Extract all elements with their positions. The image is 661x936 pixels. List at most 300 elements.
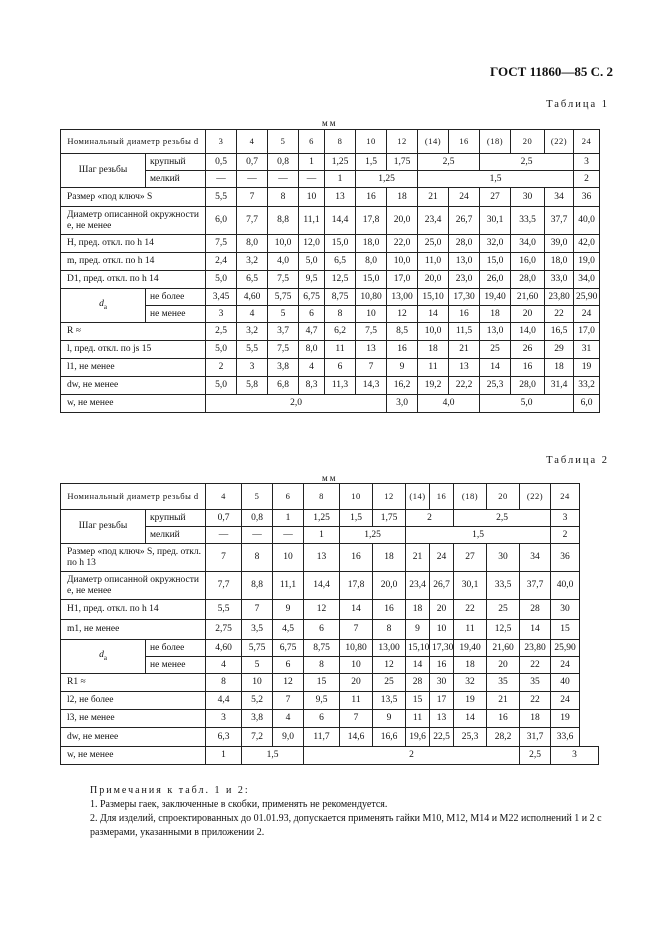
size-cell: 4 xyxy=(206,484,242,510)
w-label: w, не менее xyxy=(61,395,206,413)
value-cell: 13 xyxy=(356,341,387,359)
value-cell: 8 xyxy=(206,674,242,692)
value-cell: 8 xyxy=(268,188,299,207)
value-cell: 24 xyxy=(449,188,480,207)
value-cell: 40,0 xyxy=(551,572,580,600)
value-cell: 7,5 xyxy=(268,341,299,359)
value-cell: 25,0 xyxy=(418,235,449,253)
value-cell: 16 xyxy=(356,188,387,207)
value-cell: 20,0 xyxy=(387,207,418,235)
notes-title: Примечания к табл. 1 и 2: xyxy=(90,785,250,796)
value-cell: 15,10 xyxy=(406,640,430,657)
row-label: l3, не менее xyxy=(61,710,206,728)
value-cell: 21 xyxy=(487,692,520,710)
value-cell: 17,8 xyxy=(356,207,387,235)
value-cell: — xyxy=(242,527,273,544)
value-cell: 22 xyxy=(545,306,574,323)
value-cell: 22,5 xyxy=(430,728,454,747)
da-label: $d_a$ xyxy=(61,289,146,323)
value-cell: 2,5 xyxy=(520,747,551,765)
row-label: m, пред. откл. по h 14 xyxy=(61,253,206,271)
row-label: Размер «под ключ» S, пред. откл. по h 13 xyxy=(61,544,206,572)
value-cell: 10,0 xyxy=(418,323,449,341)
value-cell: 22 xyxy=(520,657,551,674)
table2-pitch-coarse-row xyxy=(61,510,599,527)
value-cell: 0,8 xyxy=(268,154,299,171)
value-cell: 12 xyxy=(304,600,340,620)
value-cell: 10 xyxy=(242,674,273,692)
table-row xyxy=(61,377,600,395)
value-cell: 1,25 xyxy=(356,171,418,188)
value-cell: 16 xyxy=(373,600,406,620)
size-cell: 10 xyxy=(356,130,387,154)
value-cell: 31,4 xyxy=(545,377,574,395)
value-cell: 13 xyxy=(304,544,340,572)
value-cell: 3,0 xyxy=(387,395,418,413)
value-cell: 20 xyxy=(511,306,545,323)
row-label: H1, пред. откл. по h 14 xyxy=(61,600,206,620)
value-cell: 17,0 xyxy=(387,271,418,289)
value-cell: 1,25 xyxy=(304,510,340,527)
value-cell: 16 xyxy=(430,657,454,674)
value-cell: 11,1 xyxy=(299,207,325,235)
table1-head-label: Номинальный диаметр резьбы d xyxy=(61,130,206,154)
value-cell: 22,2 xyxy=(449,377,480,395)
value-cell: 1,5 xyxy=(418,171,574,188)
value-cell: 24 xyxy=(574,306,600,323)
value-cell: 28 xyxy=(520,600,551,620)
value-cell: 5 xyxy=(268,306,299,323)
value-cell: 18 xyxy=(373,544,406,572)
value-cell: 10,80 xyxy=(340,640,373,657)
value-cell: 19,40 xyxy=(480,289,511,306)
value-cell: 13,0 xyxy=(480,323,511,341)
value-cell: 8,75 xyxy=(304,640,340,657)
table-row xyxy=(61,620,599,640)
value-cell: 27 xyxy=(480,188,511,207)
value-cell: 15,10 xyxy=(418,289,449,306)
value-cell: 13,5 xyxy=(373,692,406,710)
value-cell: 15,0 xyxy=(325,235,356,253)
da-max-label: не более xyxy=(146,640,206,657)
value-cell: 1,5 xyxy=(356,154,387,171)
value-cell: 4 xyxy=(206,657,242,674)
value-cell: 30 xyxy=(511,188,545,207)
value-cell: 36 xyxy=(574,188,600,207)
value-cell: 20 xyxy=(430,600,454,620)
value-cell: 5,5 xyxy=(206,188,237,207)
value-cell: 17,30 xyxy=(449,289,480,306)
value-cell: 3,45 xyxy=(206,289,237,306)
value-cell: 9,5 xyxy=(299,271,325,289)
value-cell: 24 xyxy=(551,657,580,674)
value-cell: 7,5 xyxy=(206,235,237,253)
value-cell: 19,6 xyxy=(406,728,430,747)
table1-caption: Таблица 1 xyxy=(546,99,609,110)
value-cell: 6 xyxy=(304,710,340,728)
size-cell: 10 xyxy=(340,484,373,510)
value-cell: 32,0 xyxy=(480,235,511,253)
size-cell: 20 xyxy=(487,484,520,510)
value-cell: 36 xyxy=(551,544,580,572)
value-cell: 19 xyxy=(574,359,600,377)
size-cell: 24 xyxy=(574,130,600,154)
value-cell: 40 xyxy=(551,674,580,692)
value-cell: 14 xyxy=(520,620,551,640)
value-cell: 5,0 xyxy=(206,271,237,289)
value-cell: 9 xyxy=(373,710,406,728)
value-cell: 13,00 xyxy=(387,289,418,306)
table-row xyxy=(61,674,599,692)
value-cell: 7 xyxy=(340,620,373,640)
value-cell: 37,7 xyxy=(520,572,551,600)
value-cell: 3 xyxy=(237,359,268,377)
value-cell: 14 xyxy=(454,710,487,728)
value-cell: 7,7 xyxy=(206,572,242,600)
value-cell: 23,0 xyxy=(449,271,480,289)
value-cell: 19,2 xyxy=(418,377,449,395)
value-cell: 7 xyxy=(273,692,304,710)
value-cell: 2,5 xyxy=(454,510,551,527)
table2-w-row xyxy=(61,747,599,765)
row-label: R1 ≈ xyxy=(61,674,206,692)
value-cell: 6,75 xyxy=(273,640,304,657)
value-cell: 33,6 xyxy=(551,728,580,747)
value-cell: 6,5 xyxy=(325,253,356,271)
value-cell: 9 xyxy=(273,600,304,620)
row-label: Размер «под ключ» S xyxy=(61,188,206,207)
value-cell: 19,40 xyxy=(454,640,487,657)
value-cell: 7,5 xyxy=(356,323,387,341)
value-cell: 5,0 xyxy=(206,341,237,359)
value-cell: 7,7 xyxy=(237,207,268,235)
value-cell: 3 xyxy=(551,510,580,527)
size-cell: 3 xyxy=(206,130,237,154)
value-cell: 2 xyxy=(304,747,520,765)
value-cell: 14,6 xyxy=(340,728,373,747)
value-cell: 35 xyxy=(487,674,520,692)
value-cell: 8 xyxy=(304,657,340,674)
value-cell: 26,7 xyxy=(449,207,480,235)
value-cell: 42,0 xyxy=(574,235,600,253)
value-cell: 5,0 xyxy=(480,395,574,413)
value-cell: 18 xyxy=(387,188,418,207)
size-cell: 6 xyxy=(299,130,325,154)
coarse-label: крупный xyxy=(146,154,206,171)
table2-caption: Таблица 2 xyxy=(546,455,609,466)
table1-header-row xyxy=(61,130,600,154)
value-cell: 8,0 xyxy=(237,235,268,253)
value-cell: 8,0 xyxy=(356,253,387,271)
size-cell: 12 xyxy=(387,130,418,154)
value-cell: 0,8 xyxy=(242,510,273,527)
value-cell: 4,60 xyxy=(237,289,268,306)
table-row xyxy=(61,710,599,728)
value-cell: 31,7 xyxy=(520,728,551,747)
value-cell: 17,30 xyxy=(430,640,454,657)
value-cell: 3,2 xyxy=(237,323,268,341)
value-cell: 20,0 xyxy=(373,572,406,600)
table-row xyxy=(61,600,599,620)
value-cell: 35 xyxy=(520,674,551,692)
value-cell: 3 xyxy=(206,306,237,323)
row-label: dw, не менее xyxy=(61,728,206,747)
value-cell: 33,0 xyxy=(545,271,574,289)
value-cell: 3,7 xyxy=(268,323,299,341)
coarse-label: крупный xyxy=(146,510,206,527)
value-cell: 21,60 xyxy=(511,289,545,306)
table2-header-row xyxy=(61,484,599,510)
table1-unit: мм xyxy=(322,118,338,128)
size-cell: 8 xyxy=(304,484,340,510)
value-cell: 28,0 xyxy=(449,235,480,253)
value-cell: 21,60 xyxy=(487,640,520,657)
value-cell: 30 xyxy=(551,600,580,620)
value-cell: 16 xyxy=(340,544,373,572)
value-cell: 17 xyxy=(430,692,454,710)
table-row xyxy=(61,235,600,253)
value-cell: 18 xyxy=(454,657,487,674)
value-cell: 8,8 xyxy=(242,572,273,600)
value-cell: 4,7 xyxy=(299,323,325,341)
table-row xyxy=(61,271,600,289)
value-cell: 33,5 xyxy=(487,572,520,600)
value-cell: 6,8 xyxy=(268,377,299,395)
table-row xyxy=(61,728,599,747)
value-cell: 23,80 xyxy=(520,640,551,657)
row-label: D1, пред. откл. по h 14 xyxy=(61,271,206,289)
row-label: l1, не менее xyxy=(61,359,206,377)
fine-label: мелкий xyxy=(146,527,206,544)
value-cell: 18 xyxy=(406,600,430,620)
value-cell: 30 xyxy=(487,544,520,572)
table-row xyxy=(61,341,600,359)
value-cell: 25,90 xyxy=(574,289,600,306)
value-cell: 28 xyxy=(406,674,430,692)
value-cell: 20 xyxy=(487,657,520,674)
value-cell: 34 xyxy=(520,544,551,572)
value-cell: 2,75 xyxy=(206,620,242,640)
table2-unit: мм xyxy=(322,473,338,483)
value-cell: 14,3 xyxy=(356,377,387,395)
value-cell: 32 xyxy=(454,674,487,692)
da-label: $d_a$ xyxy=(61,640,146,674)
notes xyxy=(90,784,610,840)
value-cell: 10 xyxy=(356,306,387,323)
value-cell: 14,4 xyxy=(304,572,340,600)
row-label: Диаметр описанной окружности e, не менее xyxy=(61,572,206,600)
value-cell: 18 xyxy=(520,710,551,728)
value-cell: 5,0 xyxy=(206,377,237,395)
value-cell: 11,5 xyxy=(449,323,480,341)
value-cell: 4 xyxy=(237,306,268,323)
value-cell: 30 xyxy=(430,674,454,692)
size-cell: 6 xyxy=(273,484,304,510)
value-cell: 2 xyxy=(551,527,580,544)
size-cell: 4 xyxy=(237,130,268,154)
value-cell: 17,8 xyxy=(340,572,373,600)
value-cell: 11 xyxy=(340,692,373,710)
value-cell: 20 xyxy=(340,674,373,692)
value-cell: 25,90 xyxy=(551,640,580,657)
value-cell: 16 xyxy=(449,306,480,323)
value-cell: 1,75 xyxy=(373,510,406,527)
value-cell: 15 xyxy=(304,674,340,692)
value-cell: 7 xyxy=(237,188,268,207)
value-cell: 39,0 xyxy=(545,235,574,253)
fine-label: мелкий xyxy=(146,171,206,188)
value-cell: 11 xyxy=(418,359,449,377)
table-row xyxy=(61,572,599,600)
value-cell: 40,0 xyxy=(574,207,600,235)
size-cell: 20 xyxy=(511,130,545,154)
value-cell: — xyxy=(273,527,304,544)
value-cell: 22 xyxy=(520,692,551,710)
row-label: Диаметр описанной окружности e, не менее xyxy=(61,207,206,235)
value-cell: 11 xyxy=(325,341,356,359)
size-cell: (22) xyxy=(520,484,551,510)
value-cell: 8 xyxy=(325,306,356,323)
value-cell: 25,3 xyxy=(480,377,511,395)
value-cell: 2 xyxy=(574,171,600,188)
size-cell: 8 xyxy=(325,130,356,154)
value-cell: 18,0 xyxy=(356,235,387,253)
value-cell: 9 xyxy=(387,359,418,377)
value-cell: 34 xyxy=(545,188,574,207)
value-cell: 4 xyxy=(273,710,304,728)
value-cell: 25 xyxy=(373,674,406,692)
value-cell: 2,5 xyxy=(418,154,480,171)
row-label: dw, не менее xyxy=(61,377,206,395)
value-cell: 8,8 xyxy=(268,207,299,235)
value-cell: 12,5 xyxy=(325,271,356,289)
value-cell: 22,0 xyxy=(387,235,418,253)
value-cell: 1 xyxy=(299,154,325,171)
value-cell: 34,0 xyxy=(574,271,600,289)
value-cell: 10 xyxy=(299,188,325,207)
value-cell: 25,3 xyxy=(454,728,487,747)
note-item: 1. Размеры гаек, заключенные в скобки, применять не рекомендуется. xyxy=(90,799,388,810)
table1-da-max-row xyxy=(61,289,600,306)
pitch-label: Шаг резьбы xyxy=(61,154,146,188)
value-cell: 0,5 xyxy=(206,154,237,171)
table-row xyxy=(61,253,600,271)
value-cell: 8,5 xyxy=(387,323,418,341)
value-cell: 18 xyxy=(418,341,449,359)
size-cell: 16 xyxy=(449,130,480,154)
value-cell: 4,0 xyxy=(268,253,299,271)
value-cell: 26 xyxy=(511,341,545,359)
value-cell: 26,0 xyxy=(480,271,511,289)
value-cell: 5 xyxy=(242,657,273,674)
size-cell: (18) xyxy=(454,484,487,510)
da-min-label: не менее xyxy=(146,306,206,323)
value-cell: 5,2 xyxy=(242,692,273,710)
value-cell: 24 xyxy=(430,544,454,572)
value-cell: 1,5 xyxy=(340,510,373,527)
value-cell: 11,0 xyxy=(418,253,449,271)
value-cell: 14,4 xyxy=(325,207,356,235)
value-cell: 21 xyxy=(418,188,449,207)
value-cell: 22 xyxy=(454,600,487,620)
value-cell: 13 xyxy=(449,359,480,377)
value-cell: 6,75 xyxy=(299,289,325,306)
value-cell: 10 xyxy=(340,657,373,674)
table-row xyxy=(61,188,600,207)
value-cell: 2,4 xyxy=(206,253,237,271)
w-label: w, не менее xyxy=(61,747,206,765)
value-cell: 23,4 xyxy=(406,572,430,600)
value-cell: 17,0 xyxy=(574,323,600,341)
pitch-label: Шаг резьбы xyxy=(61,510,146,544)
value-cell: 9,0 xyxy=(273,728,304,747)
value-cell: — xyxy=(206,171,237,188)
da-min-label: не менее xyxy=(146,657,206,674)
value-cell: 7 xyxy=(340,710,373,728)
table2-da-max-row xyxy=(61,640,599,657)
value-cell: 3,8 xyxy=(268,359,299,377)
value-cell: 1 xyxy=(206,747,242,765)
value-cell: 3,8 xyxy=(242,710,273,728)
table1-w-row xyxy=(61,395,600,413)
value-cell: 16 xyxy=(487,710,520,728)
value-cell: 11 xyxy=(454,620,487,640)
value-cell: 19 xyxy=(454,692,487,710)
value-cell: 10,0 xyxy=(387,253,418,271)
row-label: H, пред. откл. по h 14 xyxy=(61,235,206,253)
value-cell: 1,25 xyxy=(325,154,356,171)
value-cell: 5,5 xyxy=(237,341,268,359)
value-cell: 7 xyxy=(242,600,273,620)
value-cell: 11,7 xyxy=(304,728,340,747)
size-cell: (14) xyxy=(406,484,430,510)
value-cell: 6 xyxy=(325,359,356,377)
size-cell: 16 xyxy=(430,484,454,510)
value-cell: 2 xyxy=(206,359,237,377)
value-cell: 13 xyxy=(325,188,356,207)
value-cell: 13,00 xyxy=(373,640,406,657)
value-cell: 5,75 xyxy=(242,640,273,657)
value-cell: 14 xyxy=(418,306,449,323)
value-cell: 5,0 xyxy=(299,253,325,271)
table-row xyxy=(61,323,600,341)
row-label: R ≈ xyxy=(61,323,206,341)
value-cell: 23,80 xyxy=(545,289,574,306)
value-cell: 21 xyxy=(406,544,430,572)
value-cell: 12 xyxy=(387,306,418,323)
value-cell: 7,2 xyxy=(242,728,273,747)
value-cell: 1 xyxy=(325,171,356,188)
value-cell: 16,6 xyxy=(373,728,406,747)
value-cell: 18 xyxy=(545,359,574,377)
value-cell: 25 xyxy=(480,341,511,359)
value-cell: 12,0 xyxy=(299,235,325,253)
value-cell: 8 xyxy=(242,544,273,572)
value-cell: 15 xyxy=(406,692,430,710)
value-cell: 10,0 xyxy=(268,235,299,253)
value-cell: 10 xyxy=(430,620,454,640)
value-cell: 8,0 xyxy=(299,341,325,359)
value-cell: 15 xyxy=(551,620,580,640)
value-cell: 14 xyxy=(480,359,511,377)
value-cell: 28,2 xyxy=(487,728,520,747)
value-cell: 4,4 xyxy=(206,692,242,710)
value-cell: 6,3 xyxy=(206,728,242,747)
value-cell: 3 xyxy=(206,710,242,728)
value-cell: 30,1 xyxy=(454,572,487,600)
page-header: ГОСТ 11860—85 С. 2 xyxy=(490,64,613,79)
table2 xyxy=(60,483,599,765)
